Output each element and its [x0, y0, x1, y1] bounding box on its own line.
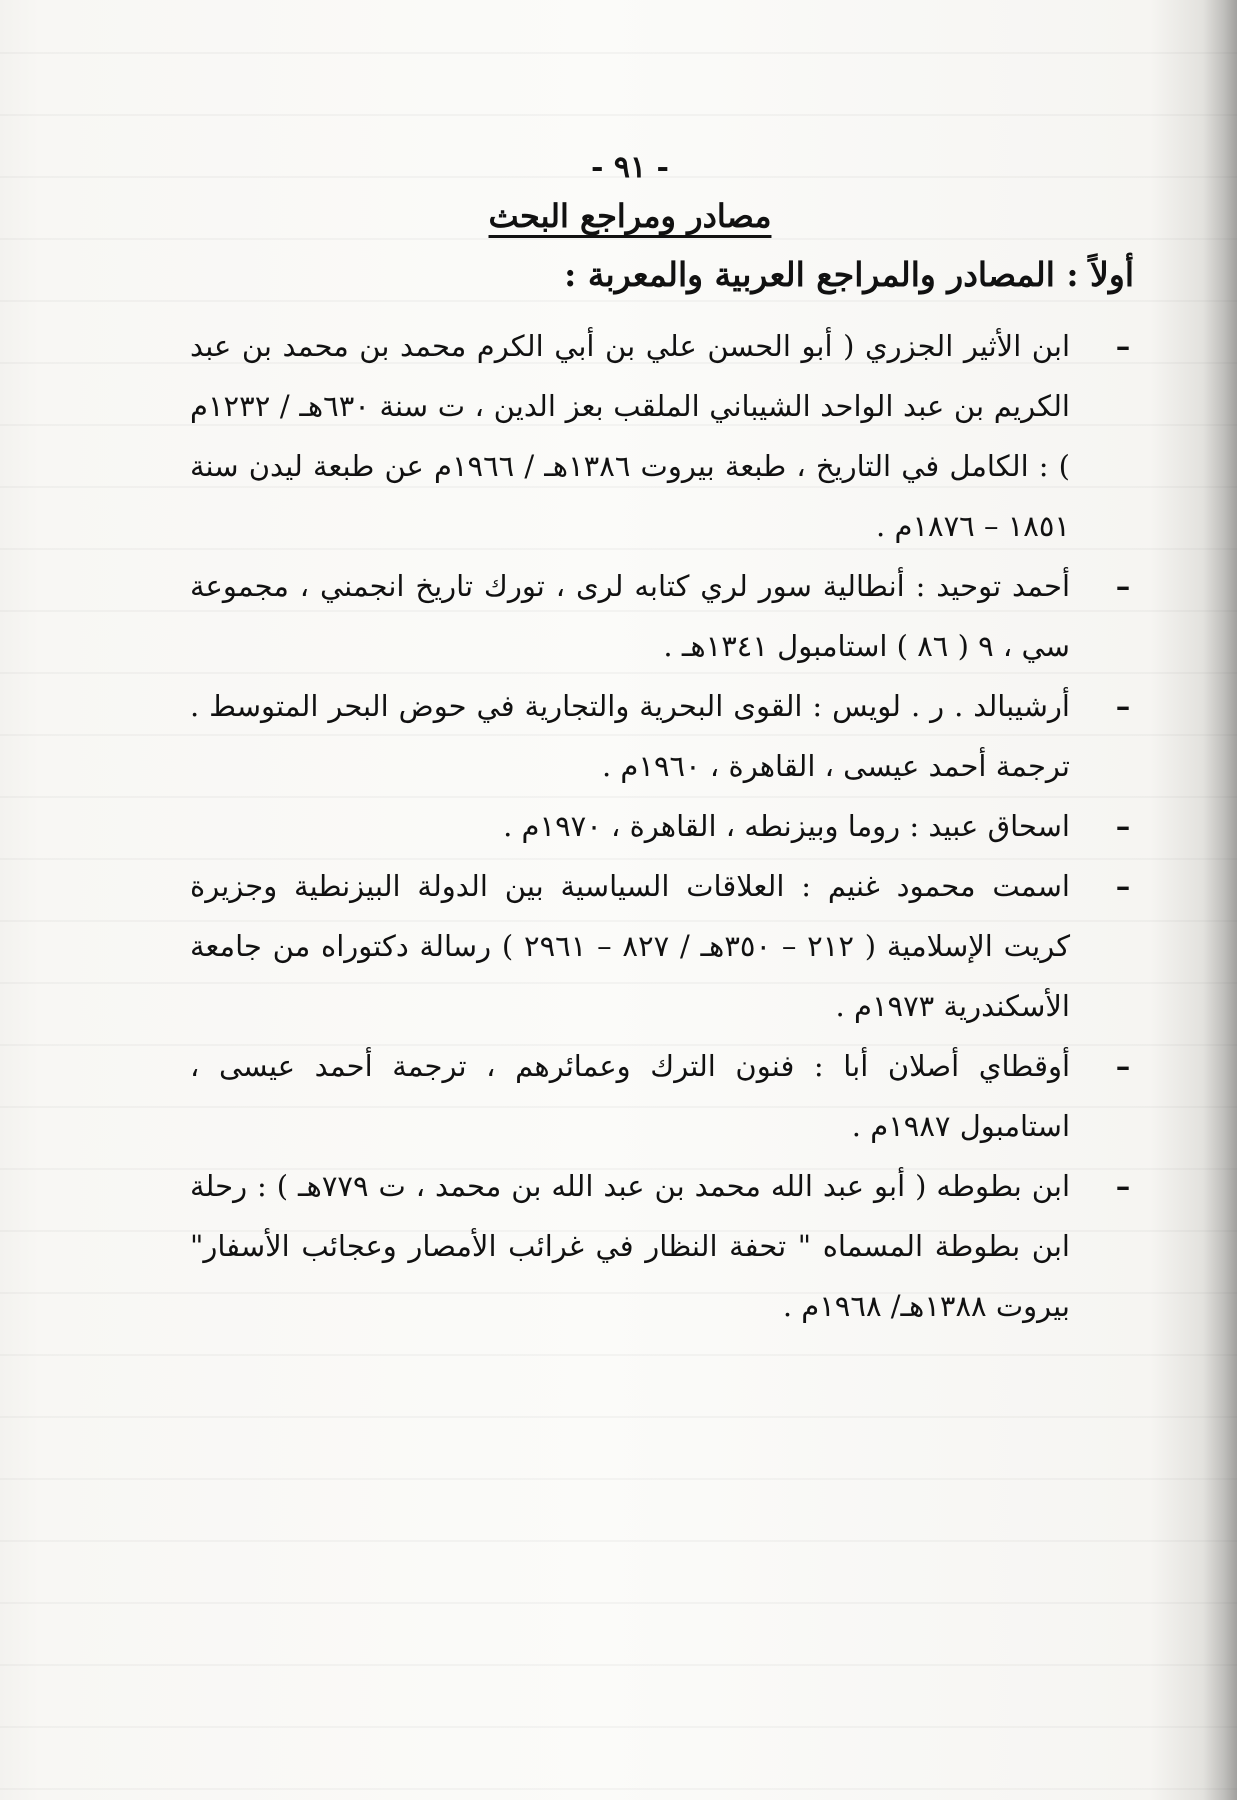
page-title: مصادر ومراجع البحث — [488, 197, 772, 235]
entry-text: ابن بطوطه ( أبو عبد الله محمد بن عبد الله بن محمد ، ت ٧٧٩هـ ) : رحلة ابن بطوطة المسماه " تحفة النظار في غرائب الأمصار وعجائب الأسفار" بيروت ١٣٨٨هـ/ ١٩٦٨م . — [190, 1169, 1071, 1323]
reference-entry — [190, 316, 1131, 556]
page-edge-shadow — [1203, 0, 1237, 1800]
reference-entry — [190, 556, 1131, 676]
reference-entry — [190, 676, 1131, 796]
entry-dash: – — [1115, 329, 1131, 363]
entry-text: أحمد توحيد : أنطالية سور لري كتابه لرى ، تورك تاريخ انجمني ، مجموعة سي ، ٩ ( ٨٦ ) استامبول ١٣٤١هـ . — [190, 569, 1070, 663]
entry-text: أوقطاي أصلان أبا : فنون الترك وعمائرهم ، ترجمة أحمد عيسى ، استامبول ١٩٨٧م . — [190, 1049, 1070, 1143]
reference-entry — [190, 796, 1131, 856]
entry-text: ابن الأثير الجزري ( أبو الحسن علي بن أبي الكرم محمد بن محمد بن عبد الكريم بن عبد الواحد الشيباني الملقب بعز الدين ، ت سنة ٦٣٠هـ / ١٢٣٢م ) : الكامل في التاريخ ، طبعة بيروت ١٣٨٦هـ / ١٩٦٦م عن طبعة ليدن سنة ١٨٥١ – ١٨٧٦م . — [190, 329, 1070, 543]
reference-entry — [190, 1036, 1131, 1156]
entry-text: أرشيبالد . ر . لويس : القوى البحرية والتجارية في حوض البحر المتوسط . ترجمة أحمد عيسى ، القاهرة ، ١٩٦٠م . — [190, 689, 1070, 783]
entry-text: اسحاق عبيد : روما وبيزنطه ، القاهرة ، ١٩٧٠م . — [503, 809, 1070, 843]
entry-dash: – — [1115, 1169, 1131, 1203]
section-heading: أولاً : المصادر والمراجع العربية والمعربة : — [564, 255, 1134, 294]
page-number: - ٩١ - — [590, 150, 670, 185]
entry-dash: – — [1115, 689, 1131, 723]
reference-entry — [190, 856, 1131, 1036]
entry-dash: – — [1115, 869, 1131, 903]
entry-dash: – — [1115, 569, 1131, 603]
entry-text: اسمت محمود غنيم : العلاقات السياسية بين الدولة البيزنطية وجزيرة كريت الإسلامية ( ٢١٢ – ٣٥٠هـ / ٨٢٧ – ٢٩٦١ ) رسالة دكتوراه من جامعة الأسكندرية ١٩٧٣م . — [190, 869, 1071, 1023]
entry-dash: – — [1115, 1049, 1131, 1083]
page-content — [190, 150, 1134, 1336]
entry-dash: – — [1115, 809, 1131, 843]
reference-entry — [190, 1156, 1131, 1336]
